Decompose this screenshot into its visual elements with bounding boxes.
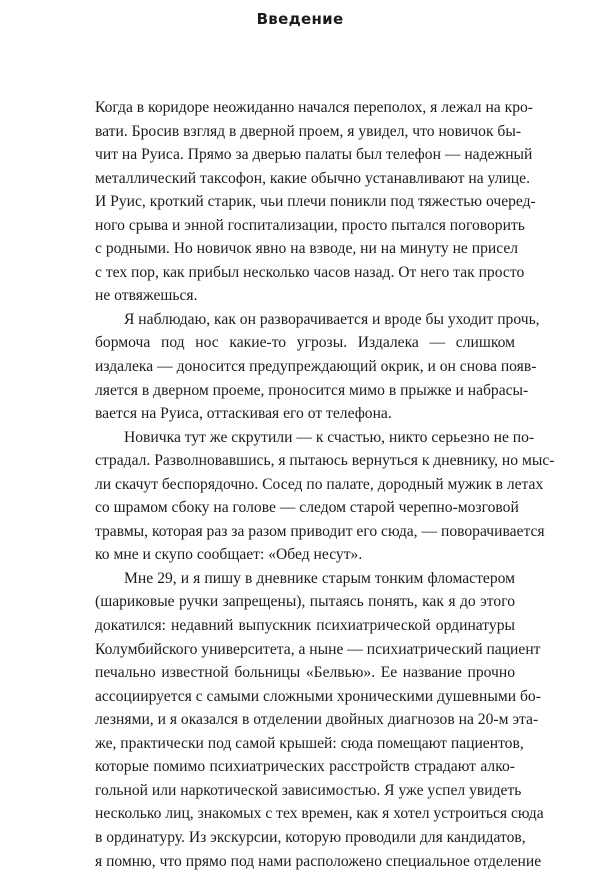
text-line: в ординатуру. Из экскурсии, которую проводили для кандидатов, bbox=[95, 826, 515, 850]
text-line: ли скачут беспорядочно. Сосед по палате, дородный мужик в летах bbox=[95, 473, 515, 497]
text-line: не отвяжешься. bbox=[95, 284, 515, 308]
text-line: ко мне и скупо сообщает: «Обед несут». bbox=[95, 543, 515, 567]
text-line: печально известной больницы «Белвью». Ее название прочно bbox=[95, 661, 515, 685]
paragraph bbox=[95, 426, 515, 567]
text-line: Я наблюдаю, как он разворачивается и вроде бы уходит прочь, bbox=[95, 308, 515, 332]
text-line: издалека — доносится предупреждающий окрик, и он снова появ- bbox=[95, 355, 515, 379]
text-line: ассоциируется с самыми сложными хроническими душевными бо- bbox=[95, 685, 515, 709]
text-line: вати. Бросив взгляд в дверной проем, я увидел, что новичок бы- bbox=[95, 120, 515, 144]
paragraph bbox=[95, 96, 515, 308]
paragraph bbox=[95, 567, 515, 873]
text-line: травмы, которая раз за разом приводит его сюда, — поворачивается bbox=[95, 520, 515, 544]
text-line: с тех пор, как прибыл несколько часов назад. От него так просто bbox=[95, 261, 515, 285]
text-line: И Руис, кроткий старик, чьи плечи поникли под тяжестью очеред- bbox=[95, 190, 515, 214]
text-line: Когда в коридоре неожиданно начался переполох, я лежал на кро- bbox=[95, 96, 515, 120]
text-line: Мне 29, и я пишу в дневнике старым тонким фломастером bbox=[95, 567, 515, 591]
text-line: Новичка тут же скрутили — к счастью, никто серьезно не по- bbox=[95, 426, 515, 450]
text-line: я помню, что прямо под нами расположено специальное отделение bbox=[95, 850, 515, 873]
text-line: вается на Руиса, оттаскивая его от телефона. bbox=[95, 402, 515, 426]
text-line: гольной или наркотической зависимостью. Я уже успел увидеть bbox=[95, 779, 515, 803]
text-line: бормоча под нос какие-то угрозы. Издалека — слишком bbox=[95, 331, 515, 355]
paragraph bbox=[95, 308, 515, 426]
text-line: Колумбийского университета, а ныне — психиатрический пациент bbox=[95, 638, 515, 662]
text-line: ляется в дверном проеме, проносится мимо в прыжке и набрасы- bbox=[95, 379, 515, 403]
body-text bbox=[95, 96, 515, 873]
text-line: которые помимо психиатрических расстройств страдают алко- bbox=[95, 755, 515, 779]
text-line: со шрамом сбоку на голове — следом старой черепно-мозговой bbox=[95, 496, 515, 520]
text-line: страдал. Разволновавшись, я пытаюсь вернуться к дневнику, но мыс- bbox=[95, 449, 515, 473]
text-line: чит на Руиса. Прямо за дверью палаты был телефон — надежный bbox=[95, 143, 515, 167]
text-line: с родными. Но новичок явно на взводе, ни на минуту не присел bbox=[95, 237, 515, 261]
text-line: лезнями, и я оказался в отделении двойных диагнозов на 20-м эта- bbox=[95, 708, 515, 732]
text-line: металлический таксофон, какие обычно устанавливают на улице. bbox=[95, 167, 515, 191]
text-line: докатился: недавний выпускник психиатрической ординатуры bbox=[95, 614, 515, 638]
text-line: ного срыва и энной госпитализации, просто пытался поговорить bbox=[95, 214, 515, 238]
text-line: несколько лиц, знакомых с тех времен, как я хотел устроиться сюда bbox=[95, 802, 515, 826]
text-line: (шариковые ручки запрещены), пытаясь понять, как я до этого bbox=[95, 590, 515, 614]
chapter-title: Введение bbox=[0, 10, 600, 28]
text-line: же, практически под самой крышей: сюда помещают пациентов, bbox=[95, 732, 515, 756]
